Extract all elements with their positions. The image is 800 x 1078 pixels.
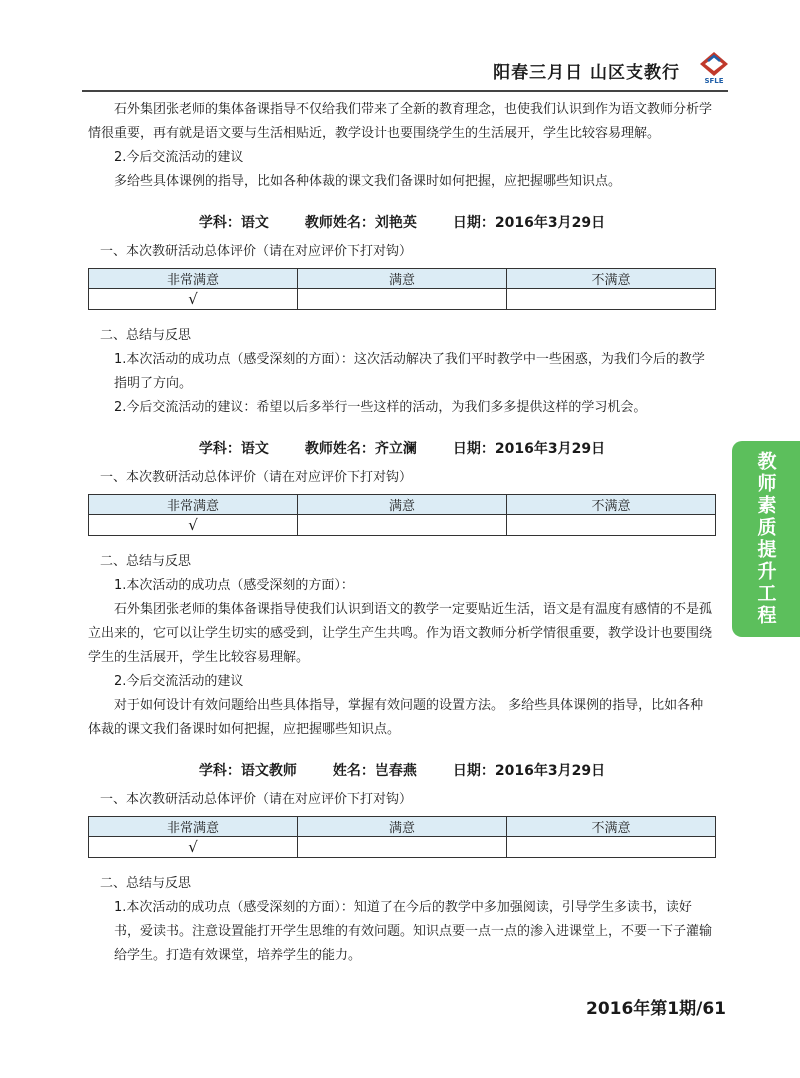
header-unsatisfied: 不满意: [507, 817, 716, 837]
evaluation-heading: 一、本次教研活动总体评价（请在对应评价下打对钩）: [100, 792, 413, 807]
suggestion-point: 2.今后交流活动的建议: [114, 674, 244, 689]
evaluation-table: [88, 816, 716, 858]
page-header: [0, 44, 800, 94]
evaluation-table: [88, 268, 716, 310]
success-point: 1.本次活动的成功点（感受深刻的方面）：: [114, 578, 354, 593]
subject-label: 学科：语文教师: [198, 763, 297, 779]
header-very-satisfied: 非常满意: [89, 817, 298, 837]
success-point: 1.本次活动的成功点（感受深刻的方面）：知道了在今后的教学中多加强阅读，引导学生多读书，读好书，爱读书。注意设置能打开学生思维的有效问题。知识点要一点一点的渗入进课堂上，不要一下子灌输给学生。打造有效课堂，培养学生的能力。: [114, 900, 713, 963]
empty-cell: [298, 289, 507, 310]
page-content: [88, 98, 716, 968]
evaluation-heading: 一、本次教研活动总体评价（请在对应评价下打对钩）: [100, 244, 413, 259]
teacher-label: 姓名：岂春燕: [332, 763, 417, 779]
empty-cell: [298, 837, 507, 858]
intro-paragraph: 石外集团张老师的集体备课指导不仅给我们带来了全新的教育理念，也使我们认识到作为语文教师分析学情很重要，再有就是语文要与生活相贴近，教学设计也要围绕学生的生活展开，学生比较容易理解。: [88, 102, 713, 141]
header-very-satisfied: 非常满意: [89, 269, 298, 289]
header-unsatisfied: 不满意: [507, 269, 716, 289]
subject-label: 学科：语文: [198, 441, 269, 457]
summary-heading: 二、总结与反思: [100, 554, 192, 569]
evaluation-table: [88, 494, 716, 536]
suggestion-point-body: 对于如何设计有效问题给出些具体指导，掌握有效问题的设置方法。 多给些具体课例的指导，比如各种体裁的课文我们备课时如何把握，应把握哪些知识点。: [88, 698, 704, 737]
success-point: 1.本次活动的成功点（感受深刻的方面）：这次活动解决了我们平时教学中一些困惑，为我们今后的教学指明了方向。: [114, 352, 705, 391]
header-satisfied: 满意: [298, 495, 507, 515]
date-label: 日期：2016年3月29日: [452, 441, 606, 457]
date-label: 日期：2016年3月29日: [452, 763, 606, 779]
teacher-label: 教师姓名：刘艳英: [304, 215, 417, 231]
evaluation-heading: 一、本次教研活动总体评价（请在对应评价下打对钩）: [100, 470, 413, 485]
record-meta: [88, 760, 716, 780]
check-mark: √: [89, 515, 298, 536]
date-label: 日期：2016年3月29日: [452, 215, 606, 231]
header-satisfied: 满意: [298, 817, 507, 837]
record-meta: [88, 438, 716, 458]
summary-heading: 二、总结与反思: [100, 328, 192, 343]
svg-text:SFLE: SFLE: [704, 77, 724, 84]
intro-suggestion-heading: 2.今后交流活动的建议: [114, 150, 244, 165]
empty-cell: [507, 289, 716, 310]
side-tab: [732, 441, 800, 637]
empty-cell: [298, 515, 507, 536]
check-mark: √: [89, 289, 298, 310]
record-meta: [88, 212, 716, 232]
header-rule: [82, 90, 728, 92]
check-mark: √: [89, 837, 298, 858]
intro-suggestion-text: 多给些具体课例的指导，比如各种体裁的课文我们备课时如何把握，应把握哪些知识点。: [114, 174, 622, 189]
success-point-body: 石外集团张老师的集体备课指导使我们认识到语文的教学一定要贴近生活，语文是有温度有感情的不是孤立出来的，它可以让学生切实的感受到，让学生产生共鸣。作为语文教师分析学情很重要，教学设计也要围绕学生的生活展开，学生比较容易理解。: [88, 602, 713, 665]
summary-heading: 二、总结与反思: [100, 876, 192, 891]
empty-cell: [507, 515, 716, 536]
subject-label: 学科：语文: [198, 215, 269, 231]
header-title: 阳春三月日 山区支教行: [493, 63, 680, 83]
teacher-label: 教师姓名：齐立澜: [304, 441, 417, 457]
school-logo: [694, 50, 734, 84]
suggestion-point: 2.今后交流活动的建议：希望以后多举行一些这样的活动，为我们多多提供这样的学习机会。: [114, 400, 647, 415]
header-satisfied: 满意: [298, 269, 507, 289]
header-unsatisfied: 不满意: [507, 495, 716, 515]
header-very-satisfied: 非常满意: [89, 495, 298, 515]
page-number: 2016年第1期/61: [585, 999, 726, 1019]
side-tab-label: 教师素质提升工程: [754, 451, 777, 627]
empty-cell: [507, 837, 716, 858]
